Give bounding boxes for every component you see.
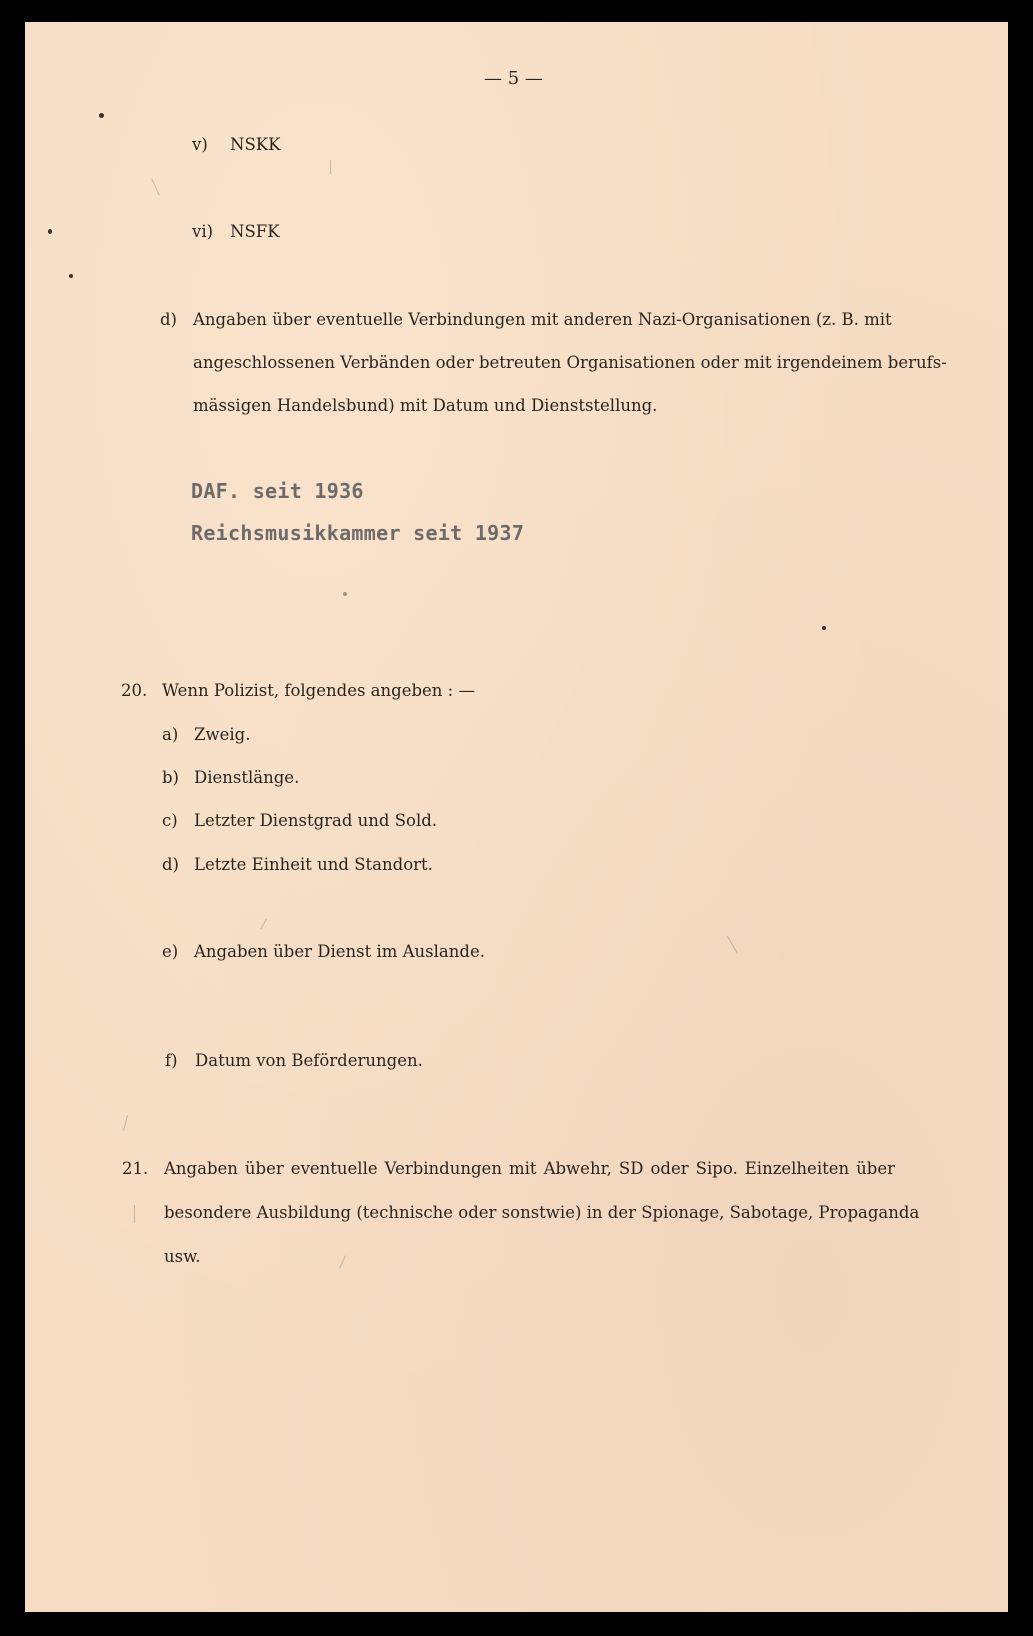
q21-line-2: besondere Ausbildung (technische oder sonstwie) in der Spionage, Sabotage, Propaganda [164,1203,920,1222]
q20-item-b-label: b) [162,768,179,787]
q20-item-f-label: f) [165,1051,178,1070]
q20-item-b-text: Dienstlänge. [194,768,300,787]
item-d-line-2: angeschlossenen Verbänden oder betreuten Organisationen oder mit irgendeinem berufs- [193,353,947,372]
item-d-line-3: mässigen Handelsbund) mit Datum und Dienststellung. [193,396,658,415]
q21-line-1: Angaben über eventuelle Verbindungen mit Abwehr, SD oder Sipo. Einzelheiten über [164,1159,895,1178]
paper-fiber [330,160,331,174]
q20-number: 20. [121,681,148,700]
q20-item-e-label: e) [162,942,179,961]
q20-item-e-text: Angaben über Dienst im Auslande. [194,942,485,961]
paper-speck [69,274,73,278]
q20-item-c-label: c) [162,811,178,830]
item-d-line-1: Angaben über eventuelle Verbindungen mit anderen Nazi-Organisationen (z. B. mit [193,310,892,329]
typed-answer-line-1: DAF. seit 1936 [191,479,364,503]
q20-text: Wenn Polizist, folgendes angeben : — [162,681,475,700]
q20-item-f-text: Datum von Beförderungen. [195,1051,423,1070]
q21-line-3: usw. [164,1247,201,1266]
q21-number: 21. [122,1159,149,1178]
q20-item-a-text: Zweig. [194,725,251,744]
page-number: — 5 — [484,68,543,89]
q20-item-d-text: Letzte Einheit und Standort. [194,855,433,874]
paper-fiber [134,1205,135,1223]
item-vi-label: vi) [192,222,214,241]
q20-item-a-label: a) [162,725,179,744]
item-vi-text: NSFK [230,222,280,241]
paper-speck [822,626,826,630]
item-d-label: d) [160,310,177,329]
typed-answer-line-2: Reichsmusikkammer seit 1937 [191,521,525,545]
item-v-label: v) [192,135,208,154]
paper-speck [48,229,52,234]
paper-speck [99,113,104,118]
item-v-text: NSKK [230,135,281,154]
q20-item-c-text: Letzter Dienstgrad und Sold. [194,811,438,830]
q20-item-d-label: d) [162,855,179,874]
paper-speck [343,592,347,596]
